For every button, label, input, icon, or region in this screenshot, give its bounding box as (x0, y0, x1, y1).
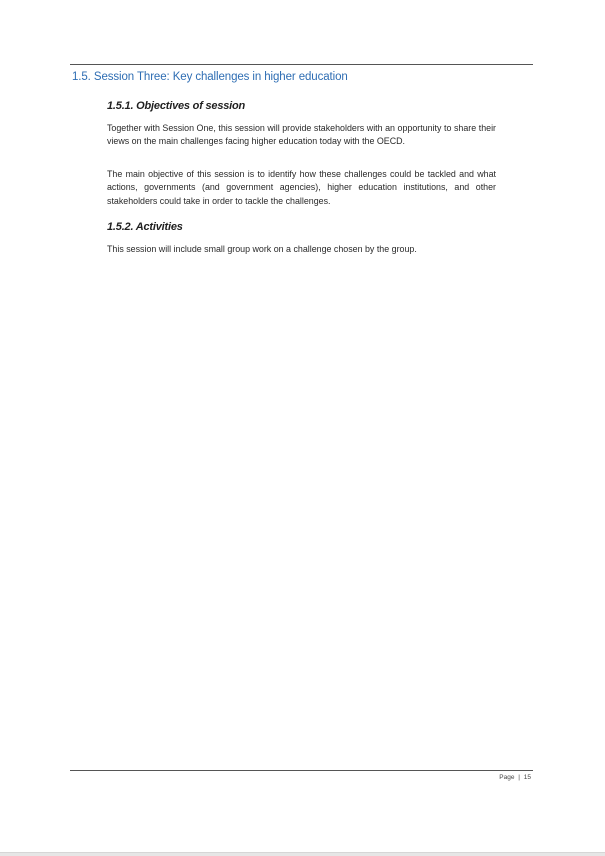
footer-rule (70, 770, 533, 771)
objectives-paragraph-2: The main objective of this session is to identify how these challenges could be tackled and what actions, governments (and government agencies), higher education institutions, and other stakeholders could take in order to tackle the challenges. (107, 169, 496, 206)
page-separator: | (518, 774, 520, 781)
subsection-heading-objectives: 1.5.1. Objectives of session (107, 100, 246, 112)
header-rule (70, 64, 533, 65)
section-heading: 1.5. Session Three: Key challenges in higher education (72, 71, 348, 83)
page-number: 15 (523, 774, 531, 781)
page-label: Page (499, 774, 515, 781)
page-footer (499, 774, 531, 781)
activities-paragraph: This session will include small group work on a challenge chosen by the group. (107, 244, 417, 254)
subsection-heading-activities: 1.5.2. Activities (107, 221, 183, 233)
objectives-paragraph-1: Together with Session One, this session will provide stakeholders with an opportunity to share their views on the main challenges facing higher education today with the OECD. (107, 123, 496, 147)
